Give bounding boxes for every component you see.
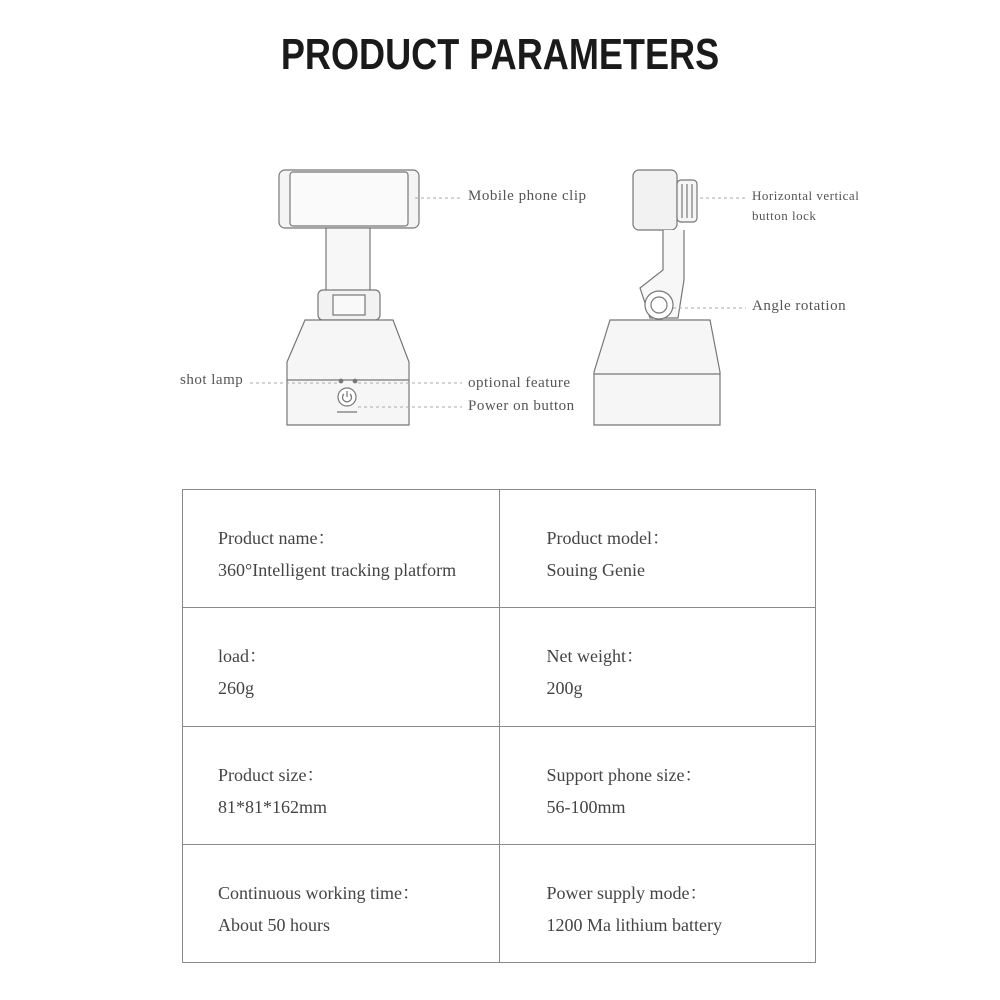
table-row [183, 490, 816, 608]
spec-cell-product-model [499, 490, 816, 608]
horizontal-vertical-lock-label [752, 186, 859, 226]
spec-value: 360°Intelligent tracking platform [218, 560, 457, 580]
spec-value: 1200 Ma lithium battery [546, 914, 722, 935]
product-diagram [0, 140, 1000, 450]
spec-label: Continuous working time： [218, 882, 420, 903]
table-row [183, 844, 816, 962]
spec-label: Power supply mode： [546, 882, 708, 903]
spec-label: Product name： [218, 528, 336, 548]
spec-value: Souing Genie [546, 560, 645, 580]
table-row [183, 608, 816, 726]
spec-value: 200g [546, 678, 583, 699]
optional-feature-label: optional feature [468, 375, 571, 391]
spec-cell-product-name [183, 490, 500, 608]
spec-value: 56-100mm [546, 796, 626, 817]
spec-cell-product-size [183, 726, 500, 844]
horizontal-vertical-lock-line1: Horizontal vertical [752, 188, 860, 203]
specs-table [182, 489, 816, 963]
spec-cell-support-phone-size [499, 726, 816, 844]
page-title: PRODUCT PARAMETERS [280, 30, 720, 79]
spec-value: 81*81*162mm [218, 796, 328, 817]
spec-label: Product size： [218, 764, 325, 785]
table-row [183, 726, 816, 844]
front-view-device [279, 170, 419, 425]
spec-label: Net weight： [546, 646, 644, 667]
spec-label: Support phone size： [546, 764, 703, 785]
spec-value: 260g [218, 678, 254, 699]
angle-rotation-label: Angle rotation [752, 298, 847, 314]
spec-value: About 50 hours [218, 914, 330, 935]
power-on-button-label: Power on button [468, 398, 575, 414]
spec-cell-net-weight [499, 608, 816, 726]
shot-lamp-label: shot lamp [180, 372, 244, 388]
spec-cell-load [183, 608, 500, 726]
horizontal-vertical-lock-line2: button lock [752, 208, 817, 223]
spec-label: load： [218, 646, 267, 667]
side-view-device [594, 170, 720, 425]
mobile-phone-clip-label: Mobile phone clip [468, 188, 587, 204]
spec-cell-power-supply-mode [499, 844, 816, 962]
spec-label: Product model： [546, 528, 670, 548]
spec-cell-continuous-working-time [183, 844, 500, 962]
